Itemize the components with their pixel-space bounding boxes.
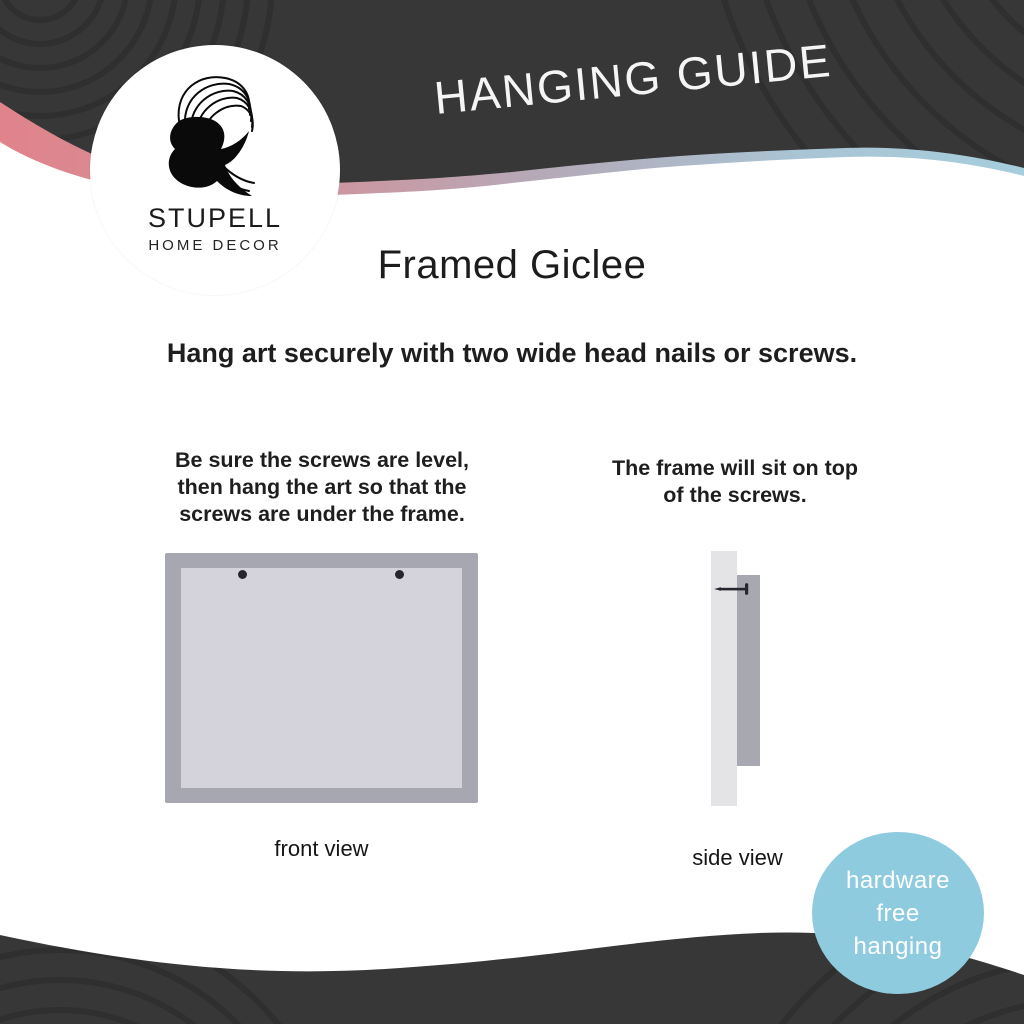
front-note-line: screws are under the frame. (179, 502, 465, 526)
frame-mat (181, 568, 462, 788)
nail-icon (712, 580, 752, 598)
front-view-label: front view (274, 836, 369, 861)
side-view-frame-bar (737, 575, 760, 766)
screw-dot-right (395, 570, 404, 579)
brand-tagline: HOME DECOR (148, 237, 282, 254)
side-view-label: side view (692, 845, 783, 870)
badge-line: free (876, 899, 920, 927)
hardware-free-badge (812, 832, 984, 994)
screw-dot-left (238, 570, 247, 579)
badge-line: hanging (853, 932, 943, 960)
side-note (570, 455, 900, 509)
front-note (142, 447, 502, 528)
stupell-logo-icon (159, 69, 271, 199)
front-note-line: Be sure the screws are level, (174, 448, 469, 472)
brand-name: STUPELL (147, 203, 283, 233)
side-note-line: The frame will sit on top (611, 456, 859, 480)
hanging-guide-title: HANGING GUIDE (431, 33, 835, 125)
badge-line: hardware (845, 866, 951, 894)
front-view-diagram (165, 553, 478, 803)
instruction-headline: Hang art securely with two wide head nails or screws. (166, 338, 858, 368)
front-note-line: then hang the art so that the (177, 475, 467, 499)
side-note-line: of the screws. (663, 483, 807, 507)
product-type-title: Framed Giclee (377, 243, 647, 287)
